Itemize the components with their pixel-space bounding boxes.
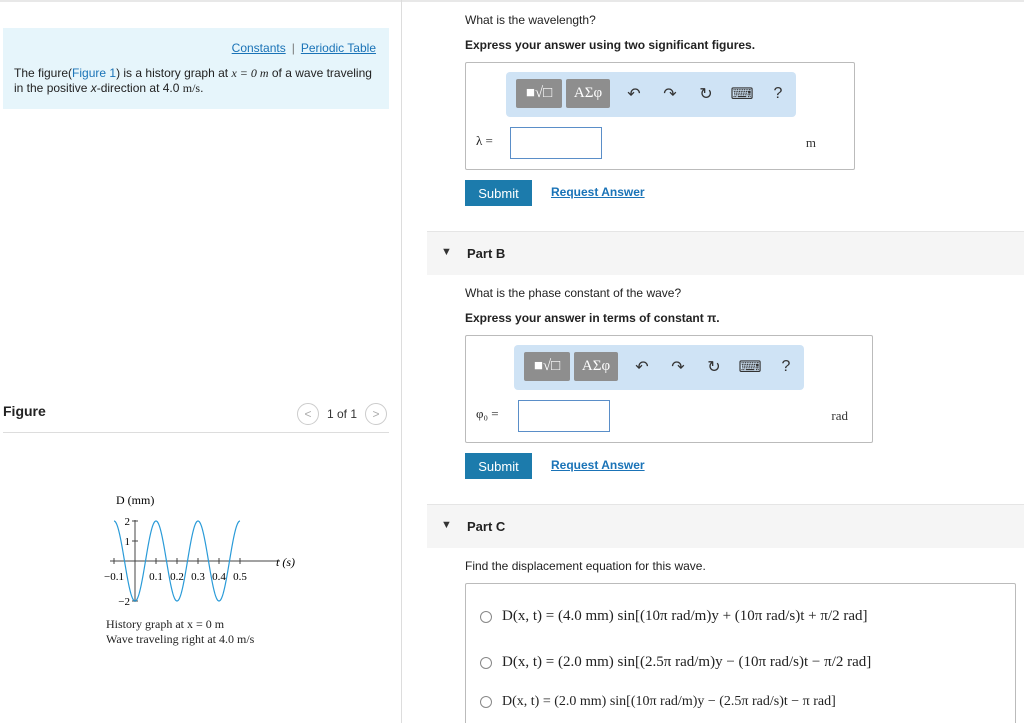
x-tick-label: 0.5 <box>233 571 247 583</box>
keyboard-icon-b[interactable]: ⌨ <box>738 359 762 376</box>
choice-text-2: D(x, t) = (2.0 mm) sin[(2.5π rad/m)y − (10π rad/s)t − π/2 rad] <box>502 654 872 670</box>
x-tick-label: 0.4 <box>212 571 226 583</box>
templates-button[interactable]: ■√□ <box>516 79 562 108</box>
part-c-choices <box>465 583 1016 723</box>
info-box <box>3 28 389 109</box>
prev-figure-button[interactable]: < <box>297 403 319 425</box>
x-tick-label: −0.1 <box>104 571 124 583</box>
part-b-header[interactable] <box>427 231 1024 275</box>
x-tick-label: 0.1 <box>149 571 163 583</box>
phase-constant-input[interactable] <box>518 400 610 432</box>
wavelength-input[interactable] <box>510 127 602 159</box>
phase-constant-label: φ₀ = <box>476 406 499 421</box>
y-axis-label: D (mm) <box>116 493 155 507</box>
part-b-question: What is the phase constant of the wave? <box>465 286 682 300</box>
undo-icon-b[interactable]: ↶ <box>635 359 649 376</box>
intro-math-2: m/s <box>182 81 201 95</box>
figure-caption <box>106 617 254 647</box>
x-tick-label: 0.3 <box>191 571 205 583</box>
part-c-question: Find the displacement equation for this wave. <box>465 559 706 573</box>
right-panel <box>402 0 1024 723</box>
greek-symbols-button-b[interactable]: ΑΣφ <box>574 352 618 381</box>
part-c-collapse-icon[interactable]: ▼ <box>441 519 452 531</box>
part-a-request-answer-link[interactable]: Request Answer <box>551 185 645 199</box>
caption-line-2: Wave traveling right at 4.0 m/s <box>106 632 255 646</box>
left-panel <box>0 0 402 723</box>
templates-button-b[interactable]: ■√□ <box>524 352 570 381</box>
choice-option-3[interactable] <box>480 694 836 710</box>
figure-navigation <box>297 403 387 425</box>
choice-text-1: D(x, t) = (4.0 mm) sin[(10π rad/m)y + (10π rad/s)t + π/2 rad] <box>502 608 868 624</box>
y-tick-label: 1 <box>124 536 130 548</box>
part-b-submit-button[interactable]: Submit <box>465 453 532 479</box>
part-b-collapse-icon[interactable]: ▼ <box>441 246 452 258</box>
part-a-instruction: Express your answer using two significant figures. <box>465 38 756 52</box>
intro-text-5: . <box>200 81 204 95</box>
resource-links <box>232 41 376 55</box>
choice-option-2[interactable] <box>480 654 871 671</box>
caption-line-1: History graph at x = 0 m <box>106 617 225 631</box>
part-b-request-answer-link[interactable]: Request Answer <box>551 458 645 472</box>
x-tick-label: 0.2 <box>170 571 184 583</box>
constants-link[interactable]: Constants <box>231 41 286 55</box>
redo-icon[interactable]: ↷ <box>663 86 677 103</box>
math-toolbar <box>506 72 796 117</box>
y-tick-label: 2 <box>124 516 130 528</box>
keyboard-icon[interactable]: ⌨ <box>730 86 754 103</box>
greek-symbols-button[interactable]: ΑΣφ <box>566 79 610 108</box>
part-a-answer-box <box>465 62 855 170</box>
wavelength-unit: m <box>805 135 816 150</box>
radio-button[interactable] <box>480 611 492 623</box>
radio-button[interactable] <box>480 657 492 669</box>
history-graph <box>90 490 320 610</box>
part-b-title: Part B <box>467 246 506 261</box>
part-a-submit-button[interactable]: Submit <box>465 180 532 206</box>
y-tick-label: −2 <box>118 596 130 608</box>
redo-icon-b[interactable]: ↷ <box>671 359 685 376</box>
figure-count: 1 of 1 <box>326 407 357 421</box>
reset-icon[interactable]: ↻ <box>699 86 713 103</box>
figure-header <box>3 400 389 433</box>
part-a-question: What is the wavelength? <box>465 13 596 27</box>
intro-text-3: of a wave traveling in the positive <box>14 66 372 95</box>
part-c-header[interactable] <box>427 504 1024 548</box>
figure-link[interactable]: Figure 1 <box>72 66 117 80</box>
next-figure-button[interactable]: > <box>365 403 387 425</box>
part-b-instruction: Express your answer in terms of constant π. <box>465 311 720 325</box>
reset-icon-b[interactable]: ↻ <box>707 359 721 376</box>
intro-text-1: The figure( <box>14 66 73 80</box>
radio-button[interactable] <box>480 696 492 708</box>
help-icon[interactable]: ? <box>773 85 783 102</box>
phase-constant-unit: rad <box>831 408 848 423</box>
help-icon-b[interactable]: ? <box>781 358 791 375</box>
choice-option-1[interactable] <box>480 608 868 625</box>
figure-title: Figure <box>3 403 46 419</box>
intro-math-1: x = 0 m <box>231 66 269 80</box>
intro-text-4: -direction at 4.0 <box>96 81 183 95</box>
part-b-answer-box <box>465 335 873 443</box>
intro-text-2: ) is a history graph at <box>116 66 232 80</box>
choice-text-3: D(x, t) = (2.0 mm) sin[(10π rad/m)y − (2.5π rad/s)t − π rad] <box>502 694 836 709</box>
math-toolbar-b <box>514 345 804 390</box>
intro-italic-x: x <box>90 81 97 95</box>
periodic-table-link[interactable]: Periodic Table <box>300 41 376 55</box>
problem-intro <box>14 66 374 96</box>
x-axis-label: t (s) <box>276 555 295 569</box>
undo-icon[interactable]: ↶ <box>627 86 641 103</box>
wavelength-label: λ = <box>476 133 493 148</box>
link-separator: | <box>291 41 295 55</box>
part-c-title: Part C <box>467 519 506 534</box>
axis-ticks <box>104 516 247 608</box>
